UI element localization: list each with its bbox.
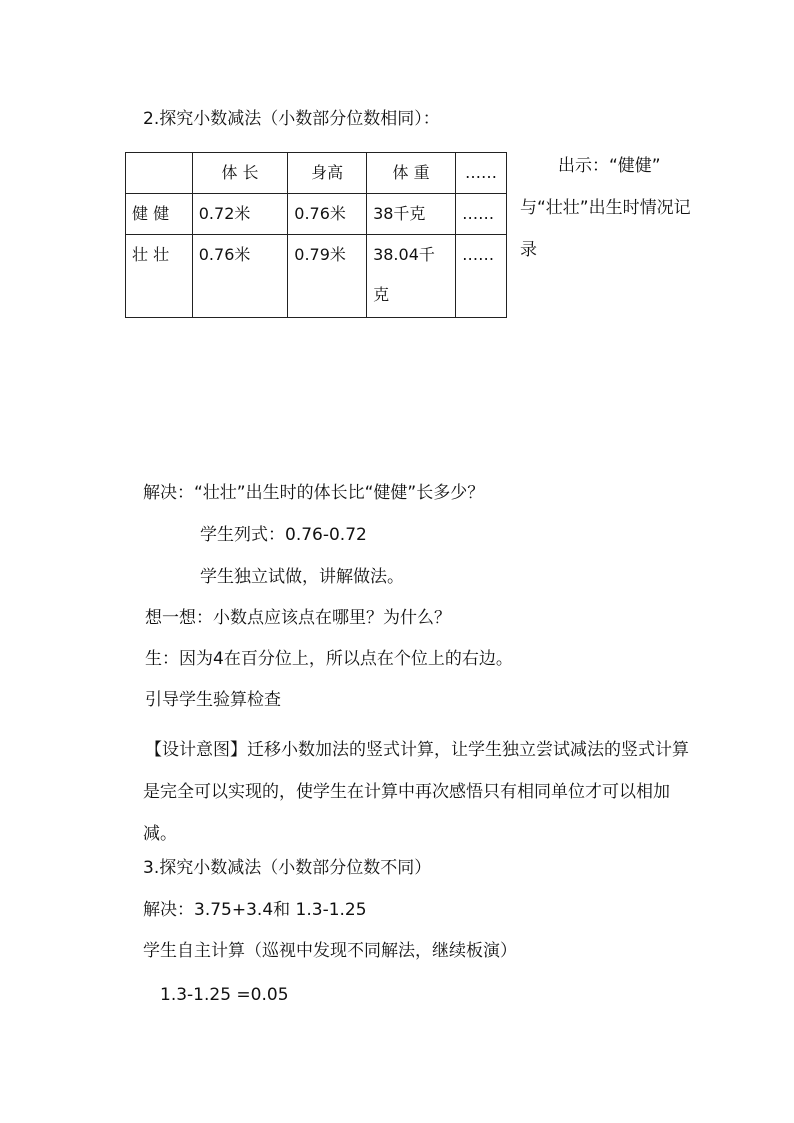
guide-check: 引导学生验算检查 xyxy=(145,690,281,710)
table-cell: 0.76米 xyxy=(288,194,367,235)
section-3-solve: 解决：3.75+3.4和 1.3-1.25 xyxy=(143,900,367,920)
birth-record-table xyxy=(125,152,507,318)
table-header-cell: 体 重 xyxy=(367,153,456,194)
design-intent-text: 【设计意图】迁移小数加法的竖式计算，让学生独立尝试减法的竖式计算是完全可以实现的，使学生在计算中再次感悟只有相同单位才可以相加减。 xyxy=(143,740,689,844)
table-header-cell: …… xyxy=(456,153,507,194)
think-question: 想一想：小数点应该点在哪里？为什么？ xyxy=(145,608,451,628)
table-cell: …… xyxy=(456,235,507,318)
side-note-line-1: 出示：“健健” xyxy=(558,156,661,176)
section-2-heading: 2.探究小数减法（小数部分位数相同）： xyxy=(143,109,440,129)
design-intent-paragraph xyxy=(143,729,703,855)
table-row xyxy=(126,194,507,235)
table-cell: …… xyxy=(456,194,507,235)
table-cell: 38千克 xyxy=(367,194,456,235)
self-calculation: 学生自主计算（巡视中发现不同解法，继续板演） xyxy=(143,941,517,961)
table-header-cell: 体 长 xyxy=(192,153,288,194)
table-cell: 壮 壮 xyxy=(126,235,193,318)
student-equation: 学生列式：0.76-0.72 xyxy=(200,525,367,545)
table-header-row xyxy=(126,153,507,194)
table-header-cell: 身高 xyxy=(288,153,367,194)
side-note-line-2: 与“壮壮”出生时情况记录 xyxy=(520,198,691,260)
table-cell: 0.79米 xyxy=(288,235,367,318)
table-cell: 0.72米 xyxy=(192,194,288,235)
table-side-note xyxy=(520,145,695,271)
table-cell xyxy=(367,235,456,318)
table-row xyxy=(126,235,507,318)
table-cell-text: 38.04千克 xyxy=(373,245,435,304)
student-answer: 生：因为4在百分位上，所以点在个位上的右边。 xyxy=(145,649,513,669)
section-3-heading: 3.探究小数减法（小数部分位数不同） xyxy=(143,858,432,878)
table-cell: 健 健 xyxy=(126,194,193,235)
table-header-cell xyxy=(126,153,193,194)
student-instruction: 学生独立试做，讲解做法。 xyxy=(200,567,404,587)
solve-question: 解决：“壮壮”出生时的体长比“健健”长多少？ xyxy=(143,483,485,503)
table-cell: 0.76米 xyxy=(192,235,288,318)
calculation-result: 1.3-1.25 =0.05 xyxy=(160,985,289,1005)
